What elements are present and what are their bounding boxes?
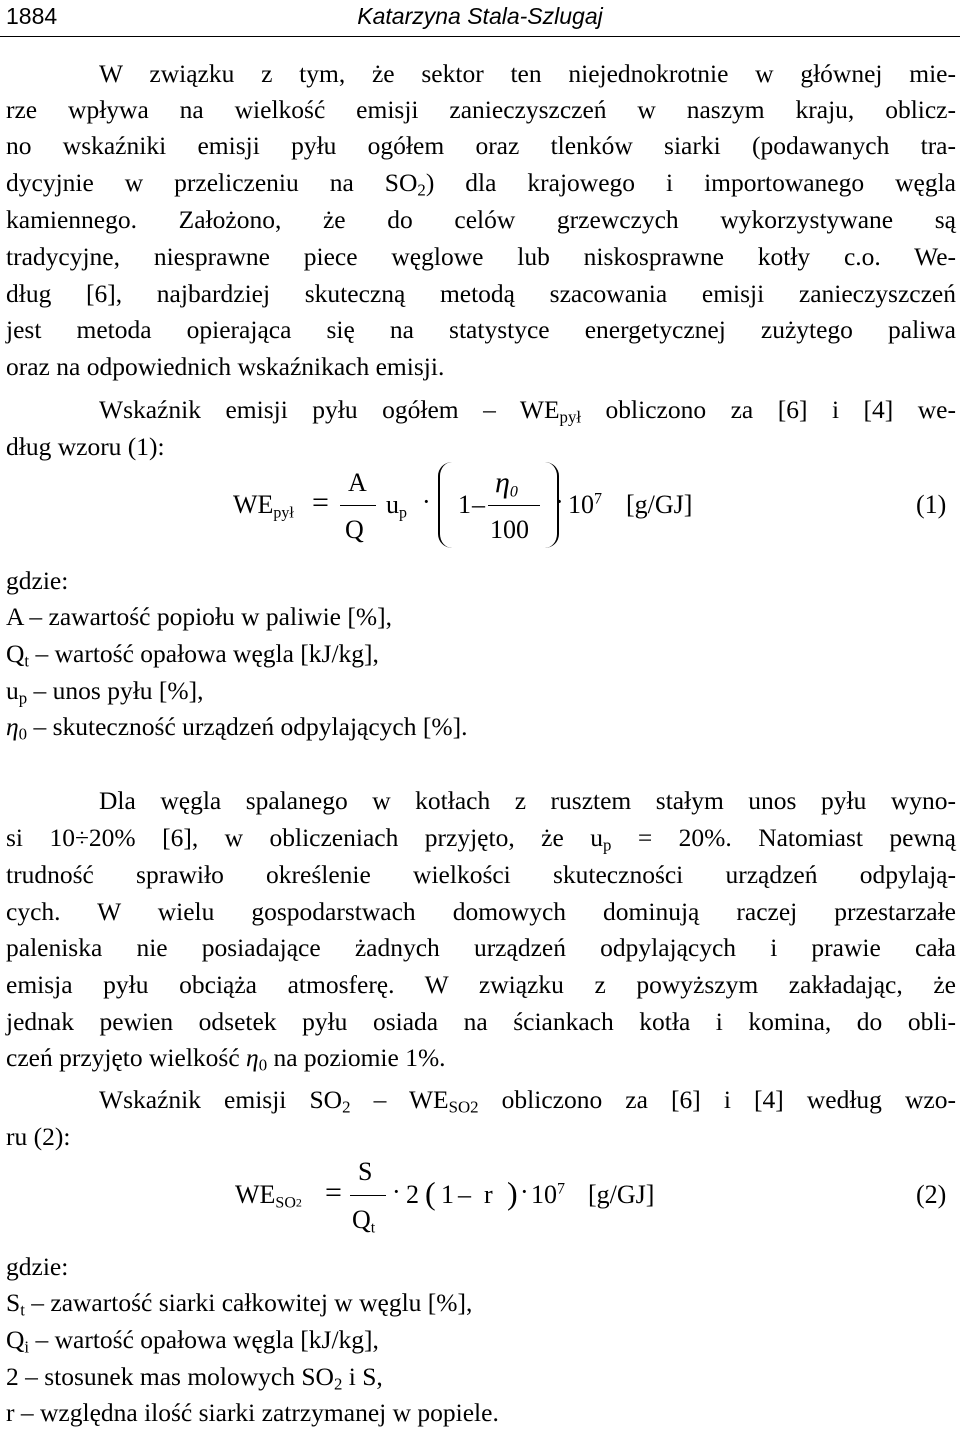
- body-line: dług [6], najbardziej skuteczną metodą szacowania emisji zanieczyszczeń: [6, 279, 956, 308]
- body-line: oraz na odpowiednich wskaźnikach emisji.: [6, 352, 445, 381]
- eq2-fraction-bar: [350, 1195, 386, 1196]
- eq1-lhs: $WE_{pył}$: [233, 490, 294, 522]
- eq2-one: 1: [441, 1180, 454, 1209]
- body-line: trudność sprawiło określenie wielkości skuteczności urządzeń odpylają-: [6, 860, 956, 889]
- eq1-minus: –: [472, 490, 485, 519]
- body-line: rze wpływa na wielkość emisji zanieczyszczeń w naszym kraju, oblicz-: [6, 95, 956, 124]
- eq1-ten: $10^7$: [568, 490, 602, 519]
- eq2-left-paren: (: [425, 1175, 436, 1211]
- eq1-u: $u_p$: [386, 490, 407, 522]
- body-line: Wskaźnik emisji pyłu ogółem – $WE_{pył}$ obliczono za [6] i [4] we-: [99, 395, 956, 427]
- eq2-number: (2): [916, 1180, 947, 1209]
- body-line: kamiennego. Założono, że do celów grzewczych wykorzystywane są: [6, 205, 956, 234]
- body-line: ru (2):: [6, 1122, 71, 1151]
- eq2-minus: –: [458, 1180, 471, 1209]
- eq1-equals: =: [312, 486, 329, 519]
- body-line: paleniska nie posiadające żadnych urządzeń odpylających i prawie cała: [6, 933, 956, 962]
- eq1-hundred: 100: [490, 515, 529, 544]
- where-item: A – zawartość popiołu w paliwie [%],: [6, 602, 392, 631]
- body-line: W związku z tym, że sektor ten niejednokrotnie w głównej mie-: [99, 59, 956, 88]
- where-label: gdzie:: [6, 1252, 69, 1281]
- body-line: si 10÷20% [6], w obliczeniach przyjęto, że $u_p = 20\%$. Natomiast pewną: [6, 823, 956, 855]
- body-line: emisja pyłu obciąża atmosferę. W związku z powyższym zakładając, że: [6, 970, 956, 999]
- eq1-fraction-bar: [340, 505, 376, 506]
- eq1-eta: $\eta_0$: [495, 466, 518, 501]
- where-item: r – względna ilość siarki zatrzymanej w popiele.: [6, 1398, 499, 1427]
- eq2-r: r: [484, 1180, 493, 1209]
- eq1-number: (1): [916, 490, 947, 519]
- eq1-fraction-bar-2: [488, 505, 540, 506]
- eq1-dot-2: ·: [555, 487, 564, 516]
- where-item: $Q_i$ – wartość opałowa węgla [kJ/kg],: [6, 1325, 379, 1357]
- body-line: jednak pewien odsetek pyłu osiada na ściankach kotła i komina, do obli-: [6, 1007, 956, 1036]
- eq1-one: 1: [458, 490, 471, 519]
- page-number: 1884: [6, 3, 58, 29]
- body-line: dycyjnie w przeliczeniu na $SO_2$) dla krajowego i importowanego węgla: [6, 168, 956, 200]
- eq2-two: 2: [406, 1180, 419, 1209]
- where-item: $\eta_0$ – skuteczność urządzeń odpylających [%].: [6, 712, 468, 744]
- eq2-dot-2: ·: [520, 1177, 529, 1206]
- running-header: [0, 0, 960, 37]
- eq2-lhs: $WE_{SO2}$: [235, 1180, 302, 1212]
- eq2-right-paren: ): [507, 1175, 518, 1211]
- eq1-denominator-q: Q: [345, 515, 364, 544]
- eq2-denominator: $Q_t$: [352, 1205, 376, 1237]
- eq2-numerator-s: S: [358, 1157, 373, 1186]
- where-item: $u_p$ – unos pyłu [%],: [6, 676, 204, 708]
- body-line: tradycyjne, niesprawne piece węglowe lub niskosprawne kotły c.o. We-: [6, 242, 956, 271]
- where-item: 2 – stosunek mas molowych $SO_2$ i S,: [6, 1362, 383, 1394]
- eq1-unit: [g/GJ]: [626, 490, 693, 519]
- body-line: no wskaźniki emisji pyłu ogółem oraz tlenków siarki (podawanych tra-: [6, 131, 956, 160]
- body-line: Wskaźnik emisji $SO_2 - WE_{SO2}$ obliczono za [6] i [4] według wzo-: [99, 1085, 956, 1117]
- where-item: $Q_t$ – wartość opałowa węgla [kJ/kg],: [6, 639, 379, 671]
- eq1-dot: ·: [422, 487, 431, 516]
- body-line: Dla węgla spalanego w kotłach z rusztem stałym unos pyłu wyno-: [99, 786, 956, 815]
- eq1-numerator-a: A: [348, 468, 367, 497]
- body-line: jest metoda opierająca się na statystyce energetycznej zużytego paliwa: [6, 315, 956, 344]
- eq2-unit: [g/GJ]: [588, 1180, 655, 1209]
- running-author: Katarzyna Stala-Szlugaj: [357, 3, 603, 29]
- body-line: cych. W wielu gospodarstwach domowych dominują raczej przestarzałe: [6, 897, 956, 926]
- body-line: dług wzoru (1):: [6, 432, 165, 461]
- eq2-dot: ·: [392, 1177, 401, 1206]
- where-item: $S_t$ – zawartość siarki całkowitej w węglu [%],: [6, 1288, 473, 1320]
- eq2-ten: $10^7$: [531, 1180, 565, 1209]
- eq1-left-paren: [438, 462, 452, 548]
- body-line: czeń przyjęto wielkość $\eta_0$ na poziomie 1%.: [6, 1043, 446, 1075]
- where-label: gdzie:: [6, 566, 69, 595]
- eq2-equals: =: [325, 1176, 342, 1209]
